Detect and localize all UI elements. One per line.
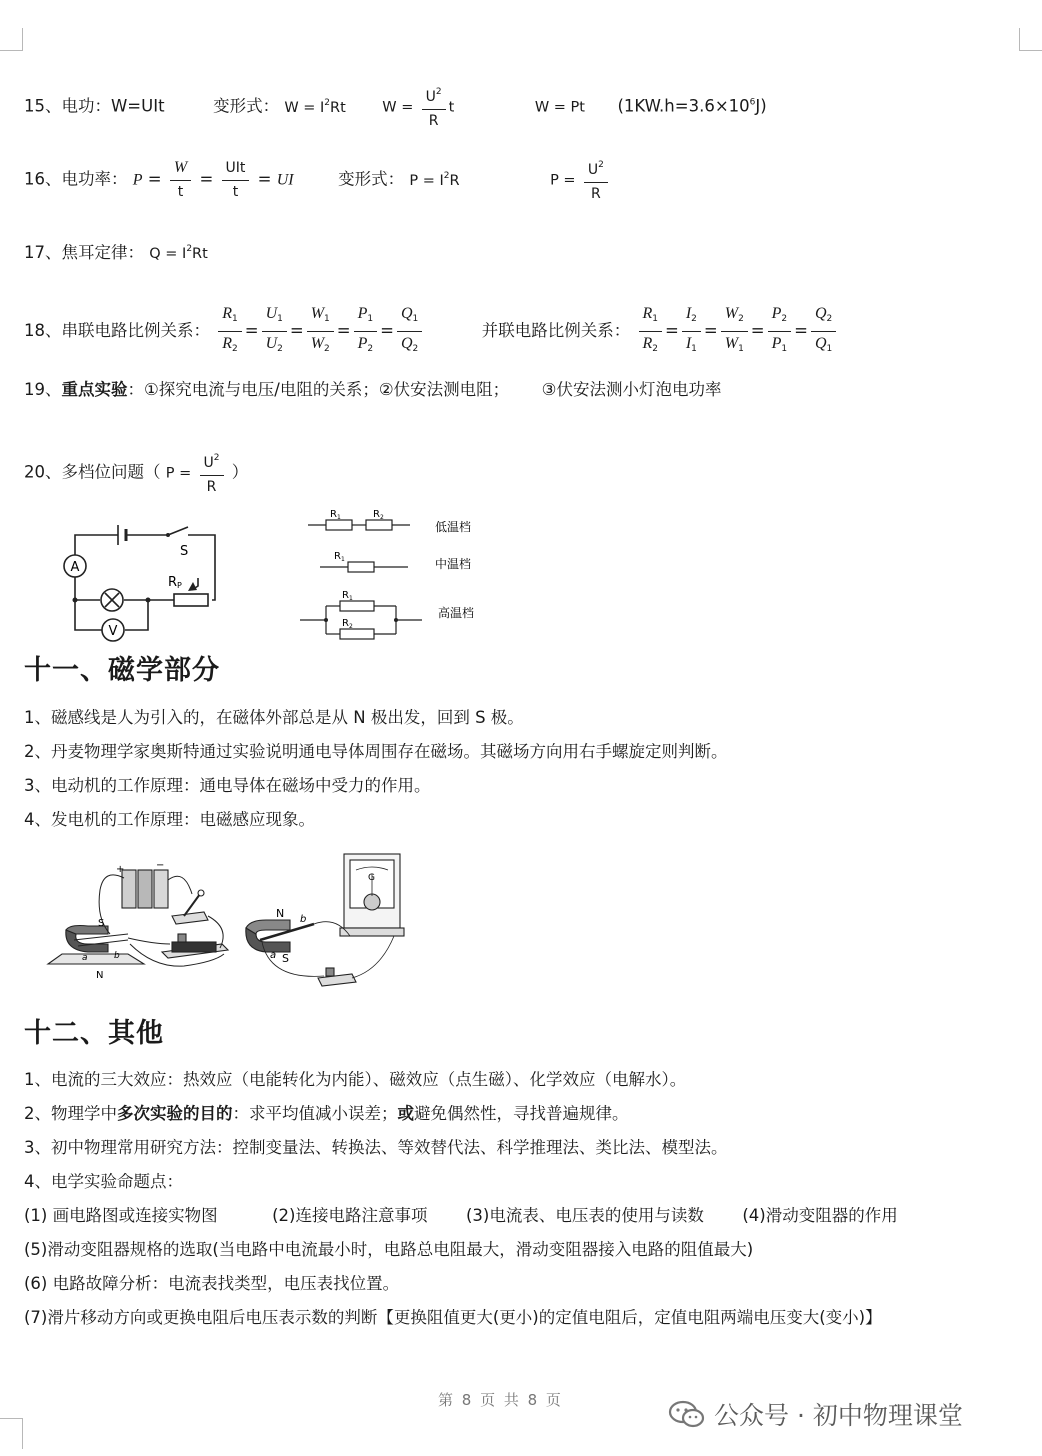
fraction-w-over-t: $\frac{W}{t}$ — [170, 159, 191, 201]
section-11-item-3: 3、电动机的工作原理：通电导体在磁场中受力的作用。 — [24, 776, 431, 795]
low-gear-label: 低温档 — [435, 520, 472, 534]
section-12-item-2: 2、物理学中多次实验的目的：求平均值减小误差；或避免偶然性，寻找普遍规律。 — [24, 1104, 629, 1123]
svg-text:G: G — [368, 873, 375, 883]
parallel-ratio-2: $\frac{I_2}{I_1}$ — [682, 305, 701, 358]
formula-16-label: 16、电功率： — [24, 169, 128, 189]
svg-text:a: a — [82, 953, 88, 963]
rheostat-symbol — [174, 594, 208, 606]
formula-18-series-label: 18、串联电路比例关系： — [24, 321, 210, 340]
high-gear-label: 高温档 — [438, 606, 475, 620]
crop-mark-bottom-left — [0, 1418, 23, 1449]
section-12-heading: 十二、其他 — [24, 1018, 164, 1049]
motor-experiment-figure — [44, 858, 240, 990]
crop-mark-top-right — [1019, 28, 1042, 51]
svg-text:R1: $R_1$ — [334, 551, 345, 563]
series-ratio-4: $\frac{P_1}{P_2}$ — [354, 305, 378, 358]
section-11-item-4: 4、发电机的工作原理：电磁感应现象。 — [24, 810, 315, 829]
svg-text:R1: $R_1$ — [330, 509, 341, 521]
section-12-item-3: 3、初中物理常用研究方法：控制变量法、转换法、等效替代法、科学推理法、类比法、模型法。 — [24, 1138, 728, 1157]
svg-text:+: + — [116, 864, 125, 875]
exam-point-5: (5)滑动变阻器规格的选取(当电路中电流最小时，电路总电阻最大，滑动变阻器接入电路的阻值最大) — [24, 1240, 754, 1259]
circuit-diagram — [50, 518, 230, 643]
fraction-uit-over-t: $\frac{\text{UIt}}{t}$ — [222, 160, 250, 201]
section-11-heading: 十一、磁学部分 — [24, 655, 220, 686]
formula-20-label: 20、多档位问题（ — [24, 462, 161, 482]
formula-20: 20、多档位问题（ P = $\frac{U^2}{R}$ ） — [24, 450, 248, 496]
rheostat-label: RP — [168, 575, 182, 590]
svg-text:a: a — [270, 950, 277, 961]
wechat-icon — [668, 1399, 706, 1429]
formula-18 — [24, 305, 839, 358]
svg-text:S: S — [282, 952, 289, 965]
formula-15: 15、电功：W=UIt 变形式： $W = I^2Rt$ W = $\frac{U^2}{R}$ t W = Pt $(1KW.h=3.6\times 10^6J)$ — [24, 84, 767, 130]
switch-label: S — [180, 544, 189, 559]
generator-experiment-figure — [240, 850, 410, 995]
page-number: 第 8 页 共 8 页 — [438, 1391, 563, 1409]
exam-point-7: (7)滑片移动方向或更换电阻后电压表示数的判断【更换阻值更大(更小)的定值电阻后，定值电阻两端电压变大(变小)】 — [24, 1308, 882, 1327]
formula-18-parallel-label: 并联电路比例关系： — [481, 321, 631, 340]
svg-text:b: b — [300, 914, 307, 925]
mid-gear-label: 中温档 — [435, 557, 472, 571]
voltmeter-label: V — [108, 624, 118, 639]
formula-16: 16、电功率： P = $\frac{W}{t}$ = $\frac{\text{UIt}}{t}$ = UI 变形式： $P = I^2R$ P = $\frac{U^2}{R}$ — [24, 157, 611, 203]
formula-19: 19、重点实验：①探究电流与电压/电阻的关系；②伏安法测电阻； ③伏安法测小灯泡电功率 — [24, 380, 722, 399]
formula-17: 17、焦耳定律： $Q = I^2Rt$ — [24, 243, 208, 262]
series-ratio-chain: $\frac{R_1}{R_2}$ = $\frac{U_1}{U_2}$ = $\frac{W_1}{W_2}$ = $\frac{P_1}{P_2}$ = $\frac{Q_1}{Q_2}$ — [215, 321, 425, 340]
fraction-u2-over-r-20: $\frac{U^2}{R}$ — [200, 450, 224, 496]
wechat-watermark: 公众号 · 初中物理课堂 — [668, 1396, 963, 1432]
svg-text:R2: $R_2$ — [373, 509, 384, 521]
ammeter-label: A — [70, 560, 80, 575]
svg-text:N: N — [276, 907, 285, 920]
section-12-item-4: 4、电学实验命题点： — [24, 1172, 183, 1191]
parallel-ratio-1: $\frac{R_1}{R_2}$ — [639, 305, 663, 358]
series-ratio-1: $\frac{R_1}{R_2}$ — [218, 305, 242, 358]
series-ratio-3: $\frac{W_1}{W_2}$ — [307, 305, 334, 358]
parallel-ratio-5: $\frac{Q_2}{Q_1}$ — [811, 305, 836, 358]
exam-point-6: (6) 电路故障分析：电流表找类型，电压表找位置。 — [24, 1274, 400, 1293]
section-11-item-1: 1、磁感线是人为引入的，在磁体外部总是从 N 极出发，回到 S 极。 — [24, 708, 524, 727]
svg-text:−: − — [156, 860, 165, 871]
formula-15-label: 15、电功：W=UIt — [24, 96, 165, 116]
svg-text:b: b — [114, 951, 120, 961]
parallel-ratio-3: $\frac{W_2}{W_1}$ — [721, 305, 748, 358]
section-12-item-1: 1、电流的三大效应：热效应（电能转化为内能）、磁效应（点生磁）、化学效应（电解水）。 — [24, 1070, 687, 1089]
key-experiments-label: 重点实验 — [61, 380, 128, 399]
fraction-u2-over-r-16: $\frac{U^2}{R}$ — [584, 157, 608, 203]
svg-text:R2: $R_2$ — [342, 618, 353, 630]
fraction-u2-over-r: $\frac{U^2}{R}$ — [422, 84, 446, 130]
svg-text:R1: $R_1$ — [342, 590, 353, 602]
series-ratio-2: $\frac{U_1}{U_2}$ — [262, 305, 287, 358]
heating-gear-diagram — [298, 503, 498, 643]
section-11-item-2: 2、丹麦物理学家奥斯特通过实验说明通电导体周围存在磁场。其磁场方向用右手螺旋定则判断。 — [24, 742, 728, 761]
crop-mark-top-left — [0, 28, 23, 51]
parallel-ratio-chain: $\frac{R_1}{R_2}$ = $\frac{I_2}{I_1}$ = $\frac{W_2}{W_1}$ = $\frac{P_2}{P_1}$ = $\frac{Q_2}{Q_1}$ — [636, 321, 840, 340]
parallel-ratio-4: $\frac{P_2}{P_1}$ — [768, 305, 792, 358]
svg-text:S: S — [98, 918, 105, 929]
svg-text:N: N — [96, 970, 104, 981]
exam-points-row-1: (1) 画电路图或连接实物图 (2)连接电路注意事项 (3)电流表、电压表的使用与读数 (4)滑动变阻器的作用 — [24, 1206, 898, 1225]
formula-17-label: 17、焦耳定律： — [24, 243, 144, 262]
series-ratio-5: $\frac{Q_1}{Q_2}$ — [397, 305, 422, 358]
